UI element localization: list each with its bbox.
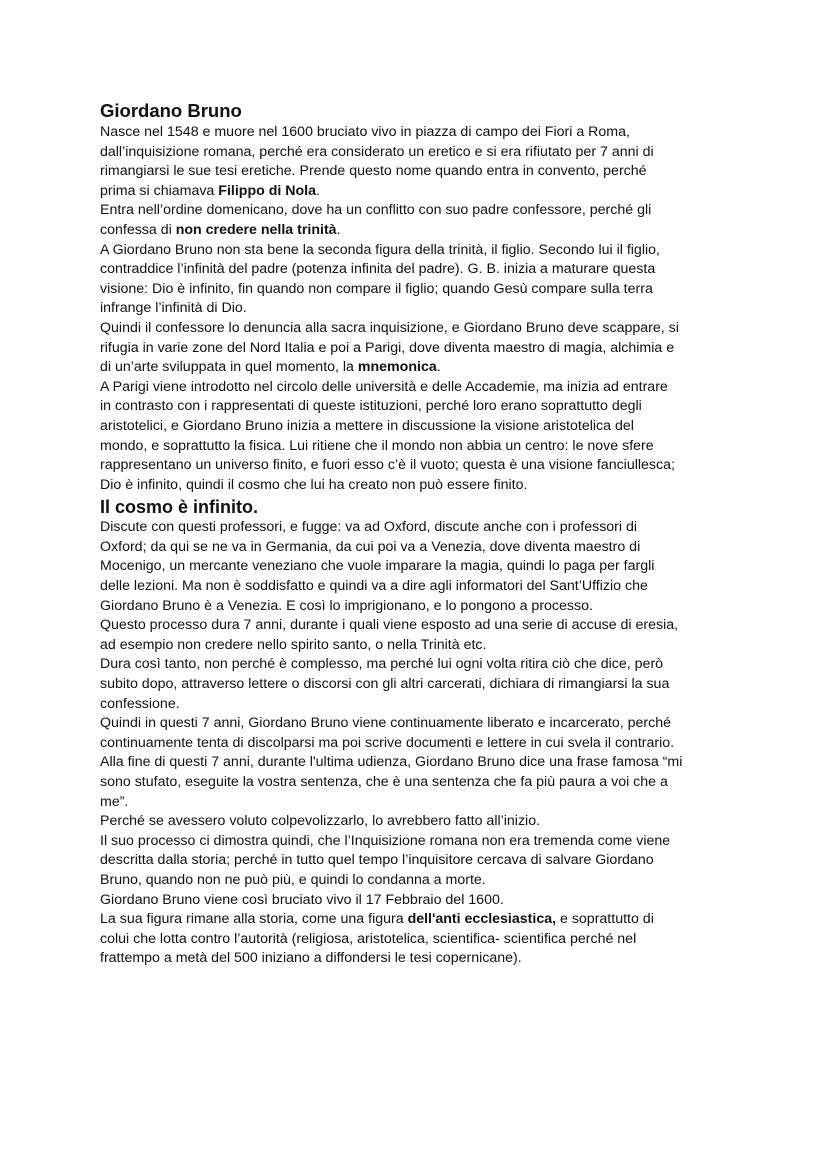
text-segment: Giordano Bruno viene così bruciato vivo il 17 Febbraio del 1600. bbox=[100, 891, 504, 908]
text-line bbox=[100, 557, 780, 577]
text-line bbox=[100, 616, 780, 636]
text-segment: confessione. bbox=[100, 695, 180, 712]
text-segment: sono stufato, eseguite la vostra sentenza, che è una sentenza che fa più paura a voi che a bbox=[100, 774, 668, 790]
document-page bbox=[100, 99, 780, 969]
text-line bbox=[100, 476, 780, 496]
text-segment: frattempo a metà del 500 iniziano a diffondersi le tesi copernicane). bbox=[100, 950, 522, 967]
text-segment: in contrasto con i rappresentati di queste istituzioni, perché loro erano soprattutto degli bbox=[100, 398, 642, 415]
bold-text: mnemonica bbox=[357, 359, 437, 376]
text-segment: Questo processo dura 7 anni, durante i quali viene esposto ad una serie di accuse di eresia, bbox=[100, 617, 679, 634]
text-line bbox=[100, 753, 780, 773]
text-segment: . bbox=[436, 359, 441, 376]
text-line bbox=[100, 518, 780, 538]
text-line bbox=[100, 182, 780, 202]
text-segment: Bruno, quando non ne può più, e quindi lo condanna a morte. bbox=[100, 871, 486, 888]
text-line bbox=[100, 655, 780, 675]
document-title: Giordano Bruno bbox=[100, 100, 242, 121]
text-line bbox=[100, 773, 780, 793]
text-line bbox=[100, 358, 780, 378]
text-segment: Mocenigo, un mercante veneziano che vuole imparare la magia, quindi lo paga per fargli bbox=[100, 558, 655, 575]
text-segment: rappresentano un universo finito, e fuori esso c’è il vuoto; questa è una visione fanciullesca; bbox=[100, 457, 675, 474]
text-line bbox=[100, 123, 780, 143]
text-line bbox=[100, 221, 780, 241]
text-segment: Alla fine di questi 7 anni, durante l'ultima udienza, Giordano Bruno dice una frase famosa “mi bbox=[100, 754, 683, 771]
text-line bbox=[100, 949, 780, 969]
text-line bbox=[100, 339, 780, 359]
text-segment: visione: Dio è infinito, fin quando non compare il figlio; quando Gesù compare sulla terra bbox=[100, 280, 653, 297]
section-heading bbox=[100, 496, 780, 518]
text-segment: Perché se avessero voluto colpevolizzarlo, lo avrebbero fatto all’inizio. bbox=[100, 813, 541, 830]
text-line bbox=[100, 734, 780, 754]
text-segment: subito dopo, attraverso lettere o discorsi con gli altri carcerati, dichiara di rimangiarsi la sua bbox=[100, 676, 670, 693]
text-line bbox=[100, 143, 780, 163]
text-line bbox=[100, 871, 780, 891]
text-segment: Entra nell’ordine domenicano, dove ha un conflitto con suo padre confessore, perché gli bbox=[100, 202, 652, 219]
text-segment: . bbox=[253, 497, 259, 518]
text-line bbox=[100, 714, 780, 734]
text-line bbox=[100, 378, 780, 398]
text-line bbox=[100, 597, 780, 617]
text-segment: continuamente tenta di discolparsi ma poi scrive documenti e lettere in cui svela il contrario. bbox=[100, 734, 675, 751]
text-segment: me”. bbox=[100, 793, 129, 810]
text-segment: Quindi il confessore lo denuncia alla sacra inquisizione, e Giordano Bruno deve scappare, si bbox=[100, 319, 679, 336]
text-segment: mondo, e soprattutto la fisica. Lui ritiene che il mondo non abbia un centro: le nove sfere bbox=[100, 437, 654, 454]
text-segment: Nasce nel 1548 e muore nel 1600 bruciato vivo in piazza di campo dei Fiori a Roma, bbox=[100, 124, 630, 140]
text-segment: confessa di bbox=[100, 221, 176, 238]
text-line bbox=[100, 260, 780, 280]
bold-text: Filippo di Nola bbox=[218, 182, 317, 199]
text-line bbox=[100, 319, 780, 339]
text-line bbox=[100, 280, 780, 300]
text-line bbox=[100, 675, 780, 695]
text-segment: Dio è infinito, quindi il cosmo che lui ha creato non può essere finito. bbox=[100, 476, 528, 493]
text-segment: prima si chiamava bbox=[100, 182, 219, 199]
text-line bbox=[100, 456, 780, 476]
text-line bbox=[100, 201, 780, 221]
bold-text: dell'anti ecclesiastica, bbox=[407, 911, 557, 928]
text-segment: e soprattutto di bbox=[556, 911, 654, 928]
text-segment: A Parigi viene introdotto nel circolo delle università e delle Accademie, ma inizia ad entrare bbox=[100, 378, 668, 395]
text-line bbox=[100, 891, 780, 911]
bold-text: non credere nella trinità bbox=[175, 221, 337, 238]
text-segment: colui che lotta contro l’autorità (religiosa, aristotelica, scientifica- scientifica perché nel bbox=[100, 930, 637, 947]
text-segment: Il suo processo ci dimostra quindi, che l’Inquisizione romana non era tremenda come viene bbox=[100, 832, 671, 849]
text-segment: Dura così tanto, non perché è complesso, ma perché lui ogni volta ritira ciò che dice, però bbox=[100, 656, 664, 673]
text-line bbox=[100, 538, 780, 558]
text-segment: Discute con questi professori, e fugge: va ad Oxford, discute anche con i professori di bbox=[100, 519, 638, 536]
text-segment: infrange l’infinità di Dio. bbox=[100, 300, 247, 317]
text-line bbox=[100, 636, 780, 656]
text-segment: dall’inquisizione romana, perché era considerato un eretico e si era rifiutato per 7 anni di bbox=[100, 143, 654, 160]
text-line bbox=[100, 832, 780, 852]
text-segment: Giordano Bruno è a Venezia. E così lo imprigionano, e lo pongono a processo. bbox=[100, 597, 593, 614]
text-line bbox=[100, 812, 780, 832]
text-line bbox=[100, 695, 780, 715]
text-line bbox=[100, 397, 780, 417]
text-segment: rimangiarsi le sue tesi eretiche. Prende questo nome quando entra in convento, perché bbox=[100, 163, 647, 180]
text-segment: La sua figura rimane alla storia, come una figura bbox=[100, 911, 408, 928]
text-segment: rifugia in varie zone del Nord Italia e poi a Parigi, dove diventa maestro di magia, alchimia e bbox=[100, 339, 675, 356]
text-line bbox=[100, 299, 780, 319]
text-segment: di un’arte sviluppata in quel momento, la bbox=[100, 359, 358, 376]
document-body bbox=[100, 123, 780, 969]
text-segment: contraddice l’infinità del padre (potenza infinita del padre). G. B. inizia a maturare questa bbox=[100, 261, 656, 278]
text-line bbox=[100, 577, 780, 597]
text-segment: . bbox=[336, 221, 341, 238]
text-segment: Oxford; da qui se ne va in Germania, da cui poi va a Venezia, dove diventa maestro di bbox=[100, 538, 641, 555]
text-segment: descritta dalla storia; perché in tutto quel tempo l’inquisitore cercava di salvare Giordano bbox=[100, 852, 654, 869]
text-line bbox=[100, 162, 780, 182]
text-line bbox=[100, 417, 780, 437]
text-segment: delle lezioni. Ma non è soddisfatto e quindi va a dire agli informatori del Sant’Uffizio che bbox=[100, 578, 648, 595]
text-segment: . bbox=[316, 182, 320, 199]
text-segment: Quindi in questi 7 anni, Giordano Bruno viene continuamente liberato e incarcerato, perché bbox=[100, 715, 672, 732]
text-line bbox=[100, 793, 780, 813]
text-line bbox=[100, 930, 780, 950]
text-line bbox=[100, 851, 780, 871]
text-segment: ad esempio non credere nello spirito santo, o nella Trinità etc. bbox=[100, 636, 487, 653]
text-line bbox=[100, 910, 780, 930]
text-line bbox=[100, 437, 780, 457]
text-segment: A Giordano Bruno non sta bene la seconda figura della trinità, il figlio. Secondo lui il figlio, bbox=[100, 241, 660, 258]
bold-text: Il cosmo è infinito bbox=[100, 497, 254, 518]
text-segment: aristotelici, e Giordano Bruno inizia a mettere in discussione la visione aristotelica del bbox=[100, 417, 634, 434]
text-line bbox=[100, 241, 780, 261]
